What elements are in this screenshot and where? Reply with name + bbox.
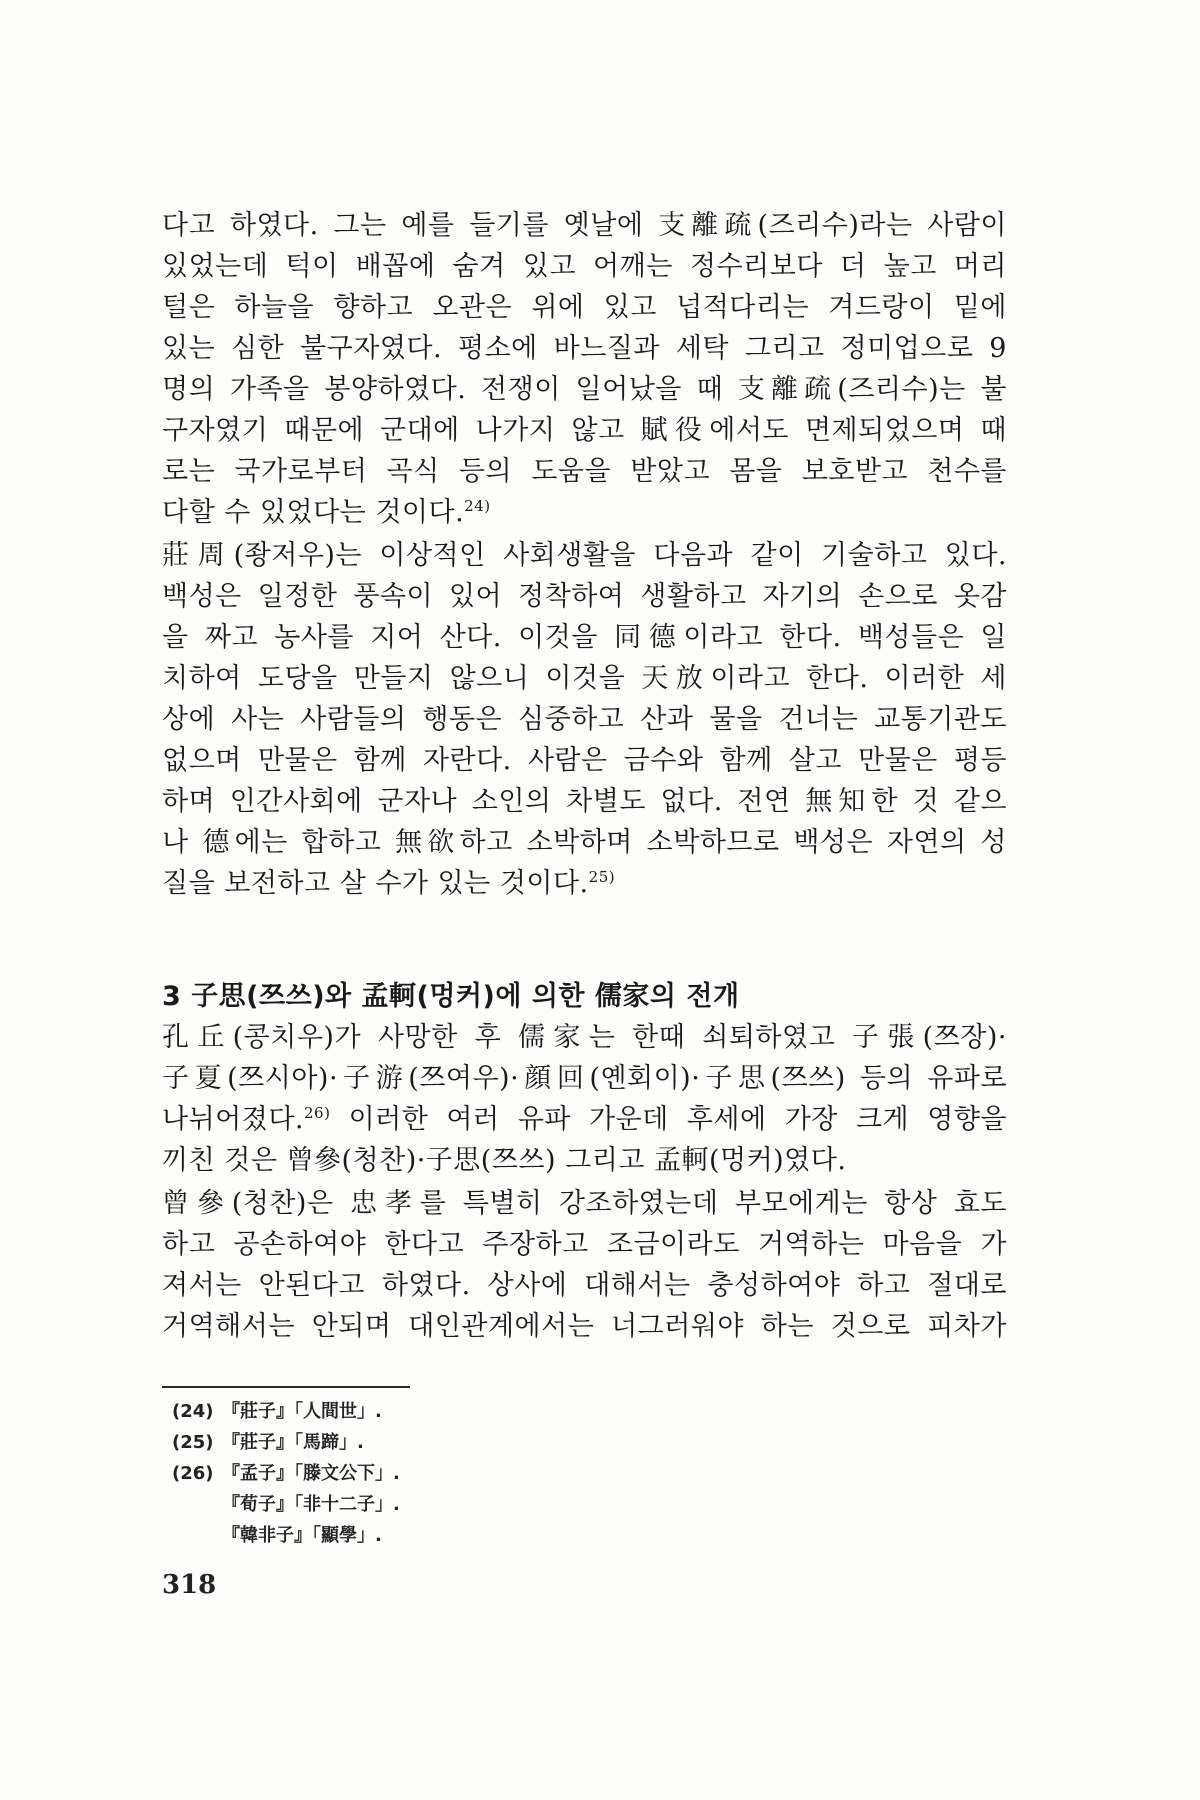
footnote-divider — [162, 1386, 410, 1388]
text-line: 을 짜고 농사를 지어 산다. 이것을 同德이라고 한다. 백성들은 일 — [162, 622, 1007, 653]
text-line — [162, 863, 1007, 904]
footnote-ref: 24) — [464, 497, 491, 515]
footnote-ref: 26) — [304, 1104, 331, 1122]
text-line: 나 德에는 합하고 無欲하고 소박하며 소박하므로 백성은 자연의 성 — [162, 827, 1007, 858]
footnote-continuation: 『韓非子』「顯學」. — [222, 1525, 382, 1546]
footnotes — [172, 1396, 672, 1551]
text-line: 없으며 만물은 함께 자란다. 사람은 금수와 함께 살고 만물은 평등 — [162, 745, 1007, 776]
text-line: 치하여 도당을 만들지 않으니 이것을 天放이라고 한다. 이러한 세 — [162, 663, 1007, 694]
footnote-text: 『孟子』「滕文公下」. — [222, 1463, 400, 1484]
text-line: 털은 하늘을 향하고 오관은 위에 있고 넙적다리는 겨드랑이 밑에 — [162, 292, 1007, 323]
text-line: 구자였기 때문에 군대에 나가지 않고 賦役에서도 면제되었으며 때 — [162, 415, 1007, 446]
page-number: 318 — [162, 1570, 217, 1600]
text-line: 로는 국가로부터 곡식 등의 도움을 받았고 몸을 보호받고 천수를 — [162, 456, 1007, 487]
text-line: 하고 공손하여야 한다고 주장하고 조금이라도 거역하는 마음을 가 — [162, 1229, 1007, 1260]
text-line-content: 질을 보전하고 살 수가 있는 것이다. — [162, 868, 589, 899]
footnote-number: (26) — [172, 1463, 214, 1484]
footnote — [172, 1396, 672, 1427]
text-line: 子夏(쯔시아)·子游(쯔여우)·顔回(옌회이)·子思(쯔쓰) 등의 유파로 — [162, 1063, 1007, 1094]
text-line: 있는 심한 불구자였다. 평소에 바느질과 세탁 그리고 정미업으로 9 — [162, 333, 1007, 364]
text-line: 백성은 일정한 풍속이 있어 정착하여 생활하고 자기의 손으로 옷감 — [162, 581, 1007, 612]
footnote-text: 『莊子』「馬蹄」. — [222, 1432, 364, 1453]
text-line: 명의 가족을 봉양하였다. 전쟁이 일어났을 때 支離疏(즈리수)는 불 — [162, 374, 1007, 405]
text-line: 曾參(청찬)은 忠孝를 특별히 강조하였는데 부모에게는 항상 효도 — [162, 1188, 1007, 1219]
footnote — [172, 1427, 672, 1458]
body-text — [162, 205, 1007, 1347]
text-line — [162, 1099, 1007, 1140]
text-line: 하며 인간사회에 군자나 소인의 차별도 없다. 전연 無知한 것 같으 — [162, 786, 1007, 817]
text-line: 莊周(좡저우)는 이상적인 사회생활을 다음과 같이 기술하고 있다. — [162, 540, 1007, 571]
text-line — [162, 492, 1007, 533]
footnote-number: (25) — [172, 1432, 214, 1453]
text-line-content: 나뉘어졌다. — [162, 1104, 304, 1135]
footnote-continuation: 『荀子』「非十二子」. — [222, 1494, 400, 1515]
section-heading: 3 子思(쯔쓰)와 孟軻(멍커)에 의한 儒家의 전개 — [162, 981, 740, 1012]
footnote-text: 『莊子』「人間世」. — [222, 1401, 382, 1422]
text-line: 져서는 안된다고 하였다. 상사에 대해서는 충성하여야 하고 절대로 — [162, 1270, 1007, 1301]
text-line-content: 다할 수 있었다는 것이다. — [162, 497, 465, 528]
text-line: 孔丘(콩치우)가 사망한 후 儒家는 한때 쇠퇴하였고 子張(쯔장)· — [162, 1022, 1007, 1053]
text-line: 끼친 것은 曾參(청찬)·子思(쯔쓰) 그리고 孟軻(멍커)였다. — [162, 1145, 847, 1176]
footnote-ref: 25) — [588, 868, 616, 886]
text-line: 있었는데 턱이 배꼽에 숨겨 있고 어깨는 정수리보다 더 높고 머리 — [162, 251, 1007, 282]
footnote — [172, 1458, 672, 1489]
text-line: 다고 하였다. 그는 예를 들기를 옛날에 支離疏(즈리수)라는 사람이 — [162, 210, 1007, 241]
text-line: 거역해서는 안되며 대인관계에서는 너그러워야 하는 것으로 피차가 — [162, 1311, 1007, 1342]
text-line-content: 이러한 여러 유파 가운데 후세에 가장 크게 영향을 — [330, 1104, 1007, 1135]
text-line: 상에 사는 사람들의 행동은 심중하고 산과 물을 건너는 교통기관도 — [162, 704, 1007, 735]
footnote-number: (24) — [172, 1401, 214, 1422]
